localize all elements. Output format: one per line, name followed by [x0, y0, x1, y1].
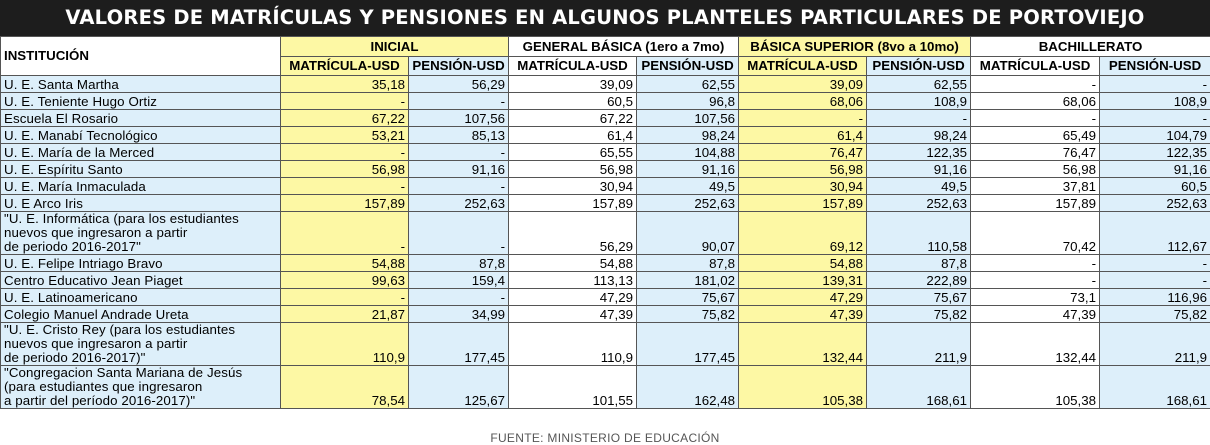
- source-note: FUENTE: MINISTERIO DE EDUCACIÓN: [0, 432, 1210, 444]
- institution-name-line: U. E Arco Iris: [4, 197, 277, 211]
- cell-inicial-pension: 125,67: [409, 366, 509, 409]
- cell-basica-superior-pension: 75,82: [867, 306, 971, 323]
- institution-name-line: Escuela El Rosario: [4, 112, 277, 126]
- cell-bachillerato-matricula: 68,06: [971, 93, 1100, 110]
- institution-name-line: Colegio Manuel Andrade Ureta: [4, 308, 277, 322]
- cell-inicial-matricula: 67,22: [281, 110, 409, 127]
- cell-basica-superior-pension: 108,9: [867, 93, 971, 110]
- cell-general-basica-pension: 107,56: [637, 110, 739, 127]
- cell-general-basica-matricula: 60,5: [509, 93, 637, 110]
- cell-inicial-pension: -: [409, 144, 509, 161]
- cell-basica-superior-matricula: 132,44: [739, 323, 867, 366]
- institution-name: [1, 306, 281, 323]
- sub-header-pension: PENSIÓN-USD: [1100, 57, 1210, 76]
- cell-general-basica-matricula: 54,88: [509, 255, 637, 272]
- table-row: [1, 161, 1210, 178]
- cell-inicial-matricula: -: [281, 93, 409, 110]
- table-row: [1, 144, 1210, 161]
- table-row: [1, 76, 1210, 93]
- cell-bachillerato-matricula: 76,47: [971, 144, 1100, 161]
- cell-inicial-pension: -: [409, 212, 509, 255]
- cell-bachillerato-matricula: 132,44: [971, 323, 1100, 366]
- cell-bachillerato-matricula: -: [971, 255, 1100, 272]
- cell-bachillerato-pension: 122,35: [1100, 144, 1210, 161]
- cell-basica-superior-pension: 211,9: [867, 323, 971, 366]
- cell-inicial-pension: 34,99: [409, 306, 509, 323]
- cell-general-basica-pension: 75,67: [637, 289, 739, 306]
- institution-name-line: nuevos que ingresaron a partir: [4, 337, 277, 351]
- cell-general-basica-matricula: 67,22: [509, 110, 637, 127]
- cell-general-basica-pension: 98,24: [637, 127, 739, 144]
- cell-basica-superior-matricula: 139,31: [739, 272, 867, 289]
- cell-inicial-pension: -: [409, 289, 509, 306]
- sub-header-pension: PENSIÓN-USD: [867, 57, 971, 76]
- table-row: [1, 195, 1210, 212]
- institution-name: [1, 323, 281, 366]
- cell-basica-superior-pension: 222,89: [867, 272, 971, 289]
- cell-bachillerato-matricula: 37,81: [971, 178, 1100, 195]
- cell-general-basica-pension: 90,07: [637, 212, 739, 255]
- institution-name: [1, 144, 281, 161]
- cell-basica-superior-matricula: 30,94: [739, 178, 867, 195]
- cell-bachillerato-pension: 112,67: [1100, 212, 1210, 255]
- cell-inicial-matricula: 99,63: [281, 272, 409, 289]
- cell-inicial-pension: -: [409, 93, 509, 110]
- cell-bachillerato-matricula: 65,49: [971, 127, 1100, 144]
- institution-name: [1, 212, 281, 255]
- cell-inicial-matricula: 56,98: [281, 161, 409, 178]
- cell-inicial-pension: 159,4: [409, 272, 509, 289]
- cell-bachillerato-pension: 211,9: [1100, 323, 1210, 366]
- cell-basica-superior-matricula: 54,88: [739, 255, 867, 272]
- cell-inicial-matricula: 21,87: [281, 306, 409, 323]
- cell-general-basica-pension: 75,82: [637, 306, 739, 323]
- cell-bachillerato-pension: 108,9: [1100, 93, 1210, 110]
- table-body: [1, 76, 1210, 409]
- cell-bachillerato-pension: 168,61: [1100, 366, 1210, 409]
- cell-basica-superior-matricula: 76,47: [739, 144, 867, 161]
- cell-inicial-pension: 91,16: [409, 161, 509, 178]
- institution-name-line: de periodo 2016-2017": [4, 240, 277, 254]
- cell-general-basica-pension: 162,48: [637, 366, 739, 409]
- institution-header: INSTITUCIÓN: [1, 37, 281, 76]
- table-row: [1, 289, 1210, 306]
- institution-name: [1, 289, 281, 306]
- cell-basica-superior-matricula: 39,09: [739, 76, 867, 93]
- sub-header-matricula: MATRÍCULA-USD: [509, 57, 637, 76]
- institution-name: [1, 93, 281, 110]
- cell-basica-superior-pension: 91,16: [867, 161, 971, 178]
- institution-name-line: (para estudiantes que ingresaron: [4, 380, 277, 394]
- cell-general-basica-matricula: 61,4: [509, 127, 637, 144]
- cell-general-basica-matricula: 47,39: [509, 306, 637, 323]
- cell-bachillerato-pension: 75,82: [1100, 306, 1210, 323]
- cell-basica-superior-matricula: 61,4: [739, 127, 867, 144]
- cell-inicial-matricula: -: [281, 178, 409, 195]
- institution-name-line: U. E. Manabí Tecnológico: [4, 129, 277, 143]
- cell-general-basica-pension: 49,5: [637, 178, 739, 195]
- institution-name-line: de periodo 2016-2017)": [4, 351, 277, 365]
- cell-bachillerato-pension: 116,96: [1100, 289, 1210, 306]
- group-header-basica-superior: BÁSICA SUPERIOR (8vo a 10mo): [739, 37, 971, 57]
- table-row: [1, 212, 1210, 255]
- cell-general-basica-matricula: 56,98: [509, 161, 637, 178]
- cell-inicial-pension: 56,29: [409, 76, 509, 93]
- cell-inicial-matricula: 157,89: [281, 195, 409, 212]
- institution-name-line: Centro Educativo Jean Piaget: [4, 274, 277, 288]
- cell-bachillerato-matricula: 70,42: [971, 212, 1100, 255]
- table-row: [1, 110, 1210, 127]
- table-row: [1, 306, 1210, 323]
- cell-general-basica-pension: 177,45: [637, 323, 739, 366]
- institution-name: [1, 161, 281, 178]
- cell-general-basica-matricula: 101,55: [509, 366, 637, 409]
- institution-name-line: U. E. María de la Merced: [4, 146, 277, 160]
- cell-inicial-matricula: 110,9: [281, 323, 409, 366]
- institution-name: [1, 76, 281, 93]
- cell-basica-superior-pension: 110,58: [867, 212, 971, 255]
- table-row: [1, 178, 1210, 195]
- cell-basica-superior-pension: 98,24: [867, 127, 971, 144]
- institution-name-line: U. E. Felipe Intriago Bravo: [4, 257, 277, 271]
- cell-basica-superior-matricula: 69,12: [739, 212, 867, 255]
- cell-inicial-pension: -: [409, 178, 509, 195]
- cell-inicial-matricula: -: [281, 144, 409, 161]
- sub-header-matricula: MATRÍCULA-USD: [739, 57, 867, 76]
- cell-basica-superior-pension: -: [867, 110, 971, 127]
- cell-basica-superior-pension: 62,55: [867, 76, 971, 93]
- cell-general-basica-matricula: 56,29: [509, 212, 637, 255]
- cell-bachillerato-matricula: 105,38: [971, 366, 1100, 409]
- group-header-bachillerato: BACHILLERATO: [971, 37, 1210, 57]
- cell-basica-superior-pension: 75,67: [867, 289, 971, 306]
- institution-name-line: "Congregacion Santa Mariana de Jesús: [4, 366, 277, 380]
- cell-inicial-pension: 87,8: [409, 255, 509, 272]
- sub-header-pension: PENSIÓN-USD: [409, 57, 509, 76]
- institution-name-line: U. E. Santa Martha: [4, 78, 277, 92]
- institution-name-line: "U. E. Informática (para los estudiantes: [4, 212, 277, 226]
- cell-general-basica-matricula: 157,89: [509, 195, 637, 212]
- cell-basica-superior-matricula: 157,89: [739, 195, 867, 212]
- institution-name-line: nuevos que ingresaron a partir: [4, 226, 277, 240]
- institution-name-line: U. E. María Inmaculada: [4, 180, 277, 194]
- cell-basica-superior-pension: 87,8: [867, 255, 971, 272]
- cell-bachillerato-matricula: -: [971, 110, 1100, 127]
- institution-name: [1, 127, 281, 144]
- sub-header-pension: PENSIÓN-USD: [637, 57, 739, 76]
- cell-bachillerato-matricula: 73,1: [971, 289, 1100, 306]
- cell-basica-superior-pension: 122,35: [867, 144, 971, 161]
- cell-inicial-matricula: -: [281, 212, 409, 255]
- cell-bachillerato-pension: -: [1100, 272, 1210, 289]
- cell-bachillerato-matricula: -: [971, 76, 1100, 93]
- cell-basica-superior-matricula: 56,98: [739, 161, 867, 178]
- institution-name-line: U. E. Latinoamericano: [4, 291, 277, 305]
- cell-basica-superior-matricula: 68,06: [739, 93, 867, 110]
- cell-basica-superior-pension: 49,5: [867, 178, 971, 195]
- cell-bachillerato-pension: -: [1100, 110, 1210, 127]
- cell-basica-superior-matricula: 47,29: [739, 289, 867, 306]
- sub-header-matricula: MATRÍCULA-USD: [971, 57, 1100, 76]
- fees-table: [0, 36, 1210, 409]
- institution-name-line: a partir del período 2016-2017)": [4, 394, 277, 408]
- cell-general-basica-pension: 87,8: [637, 255, 739, 272]
- cell-inicial-matricula: -: [281, 289, 409, 306]
- cell-bachillerato-matricula: 47,39: [971, 306, 1100, 323]
- cell-inicial-pension: 252,63: [409, 195, 509, 212]
- cell-inicial-pension: 177,45: [409, 323, 509, 366]
- table-row: [1, 323, 1210, 366]
- institution-name-line: U. E. Teniente Hugo Ortiz: [4, 95, 277, 109]
- cell-general-basica-pension: 91,16: [637, 161, 739, 178]
- cell-bachillerato-pension: 104,79: [1100, 127, 1210, 144]
- table-row: [1, 272, 1210, 289]
- cell-general-basica-matricula: 110,9: [509, 323, 637, 366]
- institution-name: [1, 195, 281, 212]
- table-row: [1, 93, 1210, 110]
- table-row: [1, 366, 1210, 409]
- group-header-inicial: INICIAL: [281, 37, 509, 57]
- cell-general-basica-matricula: 30,94: [509, 178, 637, 195]
- cell-inicial-matricula: 78,54: [281, 366, 409, 409]
- cell-bachillerato-pension: 60,5: [1100, 178, 1210, 195]
- institution-name: [1, 366, 281, 409]
- institution-name: [1, 255, 281, 272]
- cell-inicial-matricula: 54,88: [281, 255, 409, 272]
- cell-bachillerato-pension: -: [1100, 255, 1210, 272]
- cell-general-basica-pension: 96,8: [637, 93, 739, 110]
- cell-basica-superior-matricula: -: [739, 110, 867, 127]
- institution-name: [1, 110, 281, 127]
- cell-general-basica-matricula: 47,29: [509, 289, 637, 306]
- cell-inicial-pension: 107,56: [409, 110, 509, 127]
- group-header-general-basica: GENERAL BÁSICA (1ero a 7mo): [509, 37, 739, 57]
- cell-inicial-matricula: 35,18: [281, 76, 409, 93]
- institution-name-line: "U. E. Cristo Rey (para los estudiantes: [4, 323, 277, 337]
- cell-bachillerato-matricula: -: [971, 272, 1100, 289]
- cell-general-basica-matricula: 39,09: [509, 76, 637, 93]
- table-title: VALORES DE MATRÍCULAS Y PENSIONES EN ALGUNOS PLANTELES PARTICULARES DE PORTOVIEJO: [0, 0, 1210, 36]
- cell-general-basica-matricula: 65,55: [509, 144, 637, 161]
- cell-general-basica-pension: 181,02: [637, 272, 739, 289]
- cell-basica-superior-matricula: 47,39: [739, 306, 867, 323]
- sub-header-matricula: MATRÍCULA-USD: [281, 57, 409, 76]
- cell-bachillerato-pension: -: [1100, 76, 1210, 93]
- cell-basica-superior-pension: 168,61: [867, 366, 971, 409]
- cell-general-basica-pension: 62,55: [637, 76, 739, 93]
- cell-bachillerato-matricula: 157,89: [971, 195, 1100, 212]
- institution-name: [1, 272, 281, 289]
- table-row: [1, 127, 1210, 144]
- cell-inicial-pension: 85,13: [409, 127, 509, 144]
- cell-inicial-matricula: 53,21: [281, 127, 409, 144]
- cell-basica-superior-pension: 252,63: [867, 195, 971, 212]
- institution-name-line: U. E. Espíritu Santo: [4, 163, 277, 177]
- cell-general-basica-matricula: 113,13: [509, 272, 637, 289]
- cell-bachillerato-pension: 91,16: [1100, 161, 1210, 178]
- cell-bachillerato-pension: 252,63: [1100, 195, 1210, 212]
- cell-bachillerato-matricula: 56,98: [971, 161, 1100, 178]
- cell-general-basica-pension: 252,63: [637, 195, 739, 212]
- cell-general-basica-pension: 104,88: [637, 144, 739, 161]
- institution-name: [1, 178, 281, 195]
- cell-basica-superior-matricula: 105,38: [739, 366, 867, 409]
- table-row: [1, 255, 1210, 272]
